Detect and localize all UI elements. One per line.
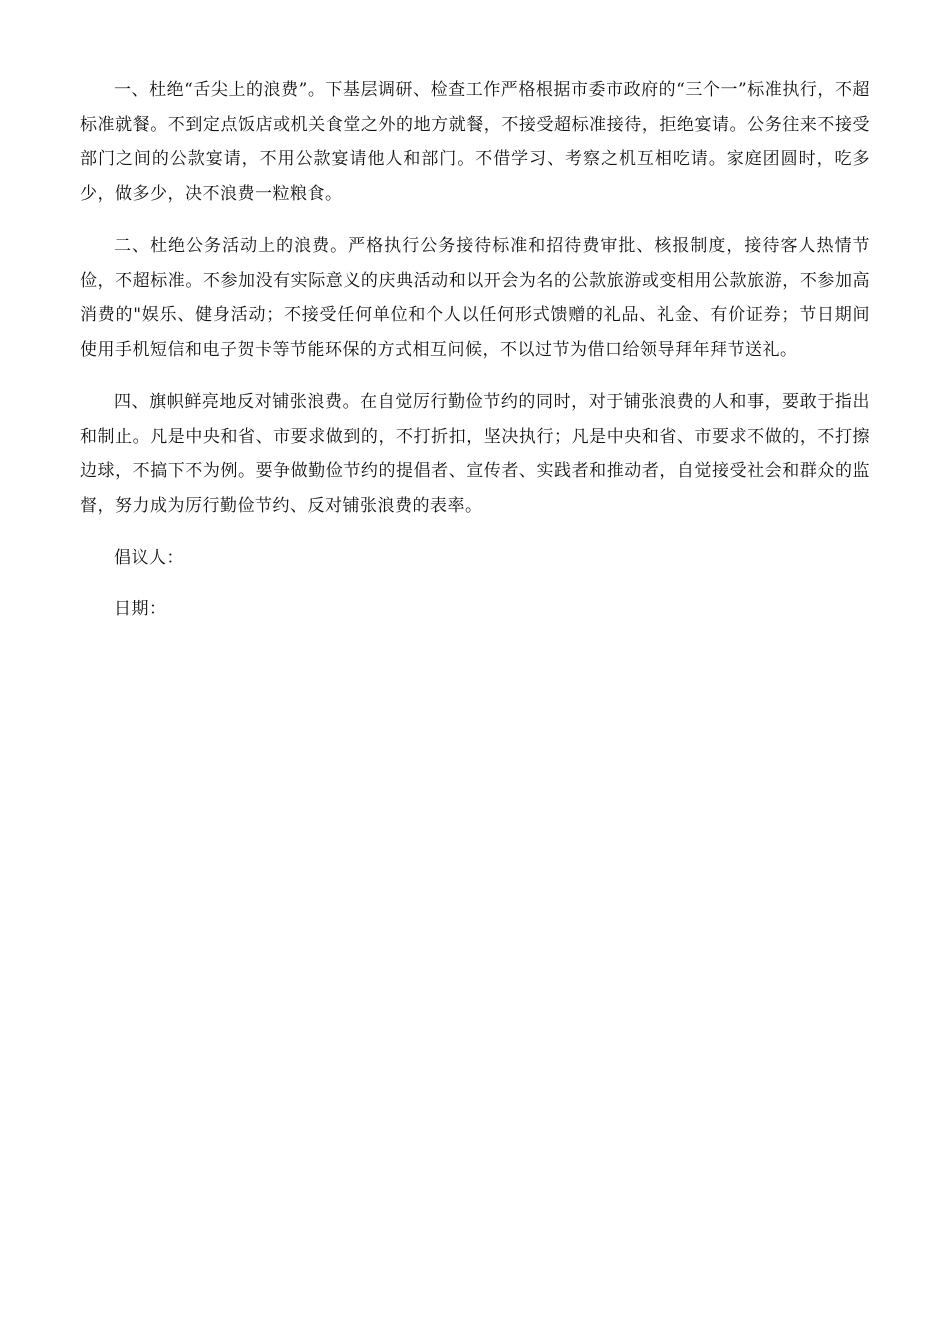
- proposer-label: 倡议人：: [114, 548, 184, 568]
- date-label: 日期：: [114, 599, 167, 619]
- paragraph-oppose-extravagance: 四、旗帜鲜亮地反对铺张浪费。在自觉厉行勤俭节约的同时，对于铺张浪费的人和事，要敢于指出和制止。凡是中央和省、市要求做到的，不打折扣，坚决执行；凡是中央和省、市要求不做的，不打擦边球，不搞下不为例。要争做勤俭节约的提倡者、宣传者、实践者和推动者，自觉接受社会和群众的监督，努力成为厉行勤俭节约、反对铺张浪费的表率。: [80, 392, 870, 516]
- paragraph-official-activities: 二、杜绝公务活动上的浪费。严格执行公务接待标准和招待费审批、核报制度，接待客人热情节俭，不超标准。不参加没有实际意义的庆典活动和以开会为名的公款旅游或变相用公款旅游，不参加高消费的"娱乐、健身活动；不接受任何单位和个人以任何形式馈赠的礼品、礼金、有价证券；节日期间使用手机短信和电子贺卡等节能环保的方式相互问候，不以过节为借口给领导拜年拜节送礼。: [80, 236, 870, 360]
- paragraph-food-waste: 一、杜绝“舌尖上的浪费”。下基层调研、检查工作严格根据市委市政府的“三个一”标准执行，不超标准就餐。不到定点饭店或机关食堂之外的地方就餐，不接受超标准接待，拒绝宴请。公务往来不接受部门之间的公款宴请，不用公款宴请他人和部门。不借学习、考察之机互相吃请。家庭团圆时，吃多少，做多少，决不浪费一粒粮食。: [80, 80, 870, 204]
- document-body: [80, 73, 870, 643]
